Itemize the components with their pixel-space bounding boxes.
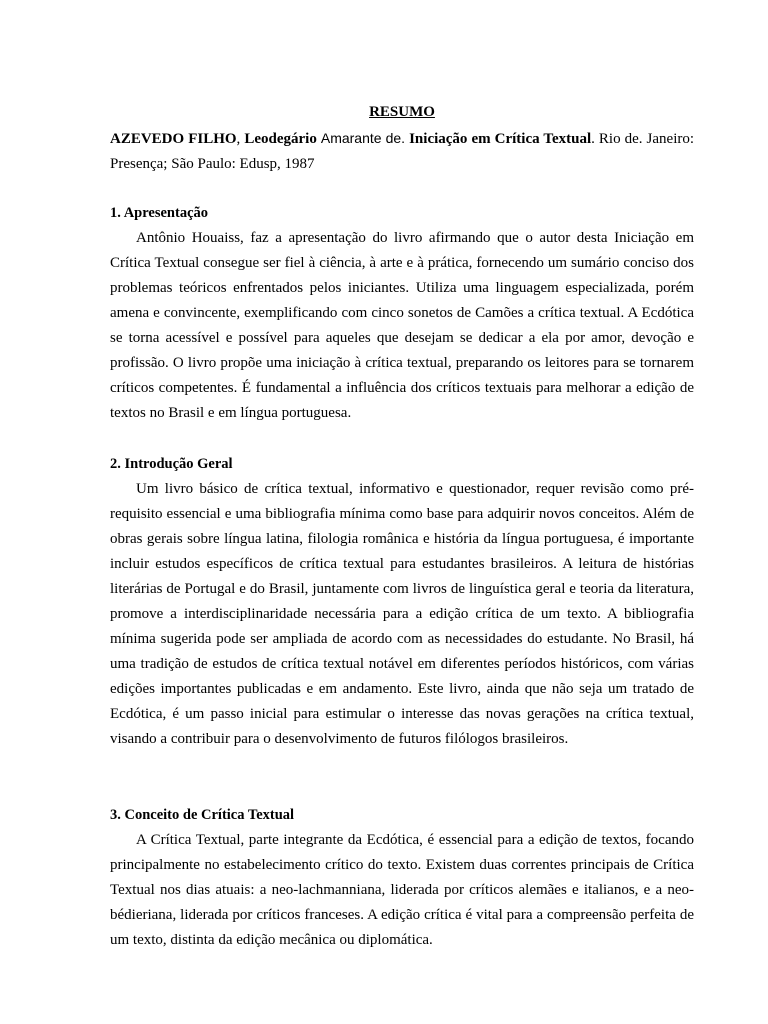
reference-book-title: Iniciação em Crítica Textual <box>409 131 592 147</box>
reference-author: AZEVEDO FILHO <box>110 131 237 147</box>
section-heading: 2. Introdução Geral <box>110 456 233 472</box>
reference-author-middle: Amarante <box>320 130 382 146</box>
section-introducao-geral <box>110 452 694 752</box>
reference-de: de. <box>385 130 406 146</box>
section-heading: 1. Apresentação <box>110 205 209 221</box>
section-apresentacao <box>110 201 694 426</box>
section-body: Um livro básico de crítica textual, informativo e questionador, requer revisão como pré-requisito essencial e uma bibliografia mínima como base para adquirir novos conceitos. Além de obras gerais sobre língua latina, filologia românica e história da língua portuguesa, é importante incluir estudos específicos de crítica textual para estudantes brasileiros. A leitura de histórias literárias de Portugal e do Brasil, juntamente com livros de linguística geral e teoria da literatura, promove a interdisciplinaridade necessária para a edição crítica de um texto. A bibliografia mínima sugerida pode ser ampliada de acordo com as necessidades do estudante. No Brasil, há uma tradição de estudos de crítica textual notável em diferentes períodos históricos, com várias edições importantes publicadas e em andamento. Este livro, ainda que não seja um tratado de Ecdótica, é um passo inicial para estimular o interesse das novas gerações na crítica textual, visando a contribuir para o desenvolvimento de futuros filólogos brasileiros. <box>110 481 694 747</box>
section-conceito-critica-textual <box>110 803 694 953</box>
document-title: RESUMO <box>369 104 435 120</box>
bibliographic-reference: AZEVEDO FILHO, Leodegário Amarante de. Iniciação em Crítica Textual. Rio de. Janeiro: Presença; São Paulo: Edusp, 1987 <box>110 130 695 172</box>
section-body: Antônio Houaiss, faz a apresentação do livro afirmando que o autor desta Iniciação em Crítica Textual consegue ser fiel à ciência, à arte e à prática, fornecendo um sumário conciso dos problemas teóricos enfrentados pelos iniciantes. Utiliza uma linguagem especializada, porém amena e convincente, exemplificando com cinco sonetos de Camões a crítica textual. A Ecdótica se torna acessível e possível para aqueles que desejam se dedicar a ela por amor, devoção e profissão. O livro propõe uma iniciação à crítica textual, preparando os leitores para se tornarem críticos competentes. É fundamental a influência dos críticos textuais para melhorar a edição de textos no Brasil e em língua portuguesa. <box>110 230 694 421</box>
section-heading: 3. Conceito de Crítica Textual <box>110 807 295 823</box>
reference-publication: . Rio de. Janeiro: Presença; São Paulo: Edusp, 1987 <box>110 131 695 172</box>
reference-author-first: Leodegário <box>244 131 317 147</box>
section-body: A Crítica Textual, parte integrante da Ecdótica, é essencial para a edição de textos, focando principalmente no estabelecimento crítico do texto. Existem duas correntes principais de Crítica Textual nos dias atuais: a neo-lachmanniana, liderada por críticos alemães e italianos, e a neo-bédieriana, liderada por críticos franceses. A edição crítica é vital para a compreensão perfeita de um texto, distinta da edição mecânica ou diplomática. <box>110 832 694 948</box>
